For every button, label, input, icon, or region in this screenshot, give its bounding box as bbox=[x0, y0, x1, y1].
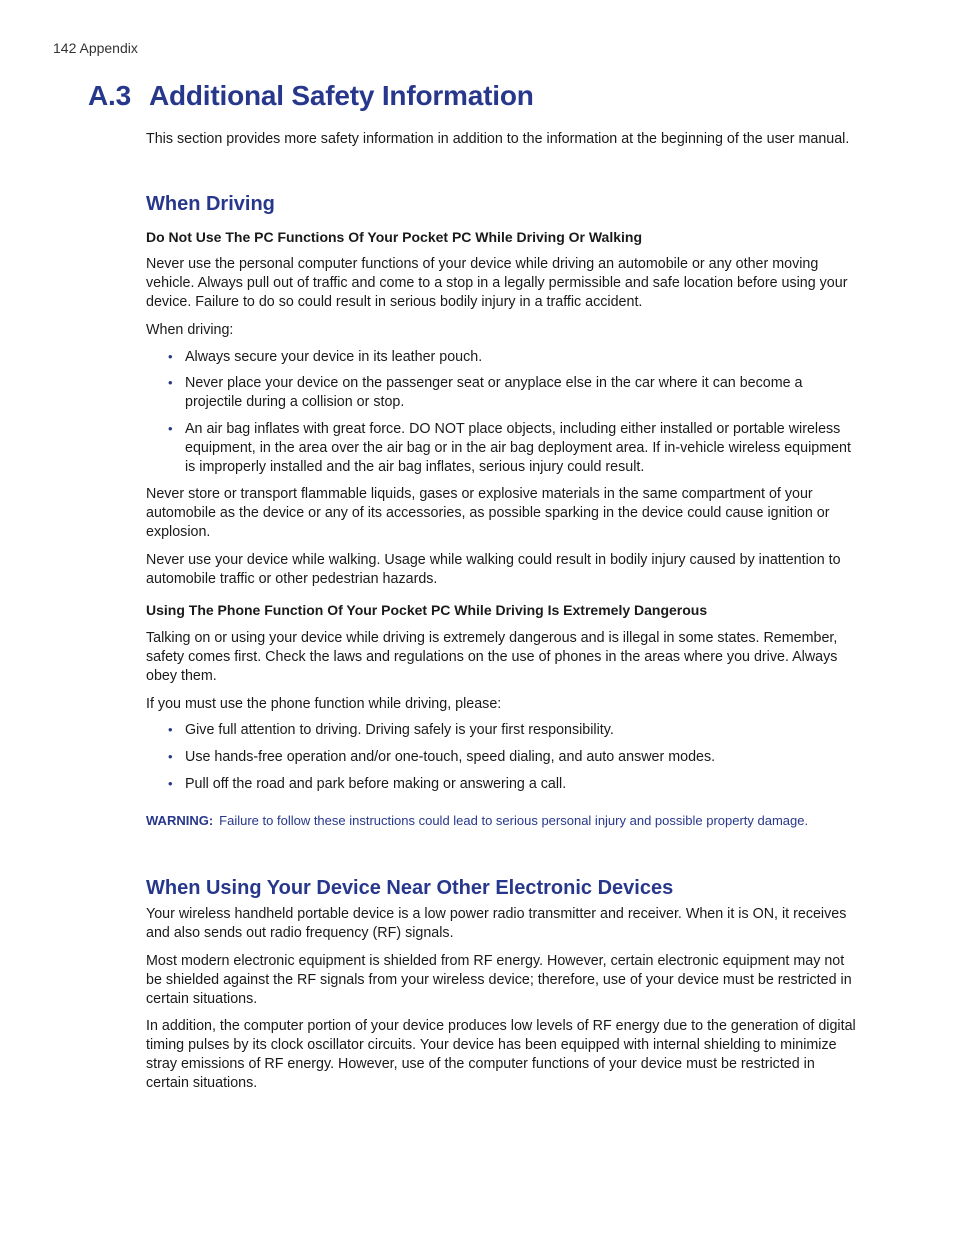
list-item bbox=[146, 348, 860, 367]
warning-label: WARNING: bbox=[146, 812, 214, 828]
driving-paragraph-6: If you must use the phone function while driving, please: bbox=[146, 695, 502, 712]
phone-bullet-list bbox=[146, 721, 860, 793]
warning-text: Failure to follow these instructions could lead to serious personal injury and possible property damage. bbox=[219, 812, 809, 828]
bullet-dot-icon: • bbox=[168, 749, 173, 765]
bullet-dot-icon: • bbox=[168, 375, 173, 391]
driving-paragraph-3: Never store or transport flammable liquids, gases or explosive materials in the same compartment of your automobile as the device or any of its accessories, as possible sparking in the device could cause ignition or explosion. bbox=[146, 486, 830, 540]
list-item bbox=[146, 748, 860, 767]
list-item-text: An air bag inflates with great force. DO NOT place objects, including either installed or portable wireless equipment, in the area over the air bag or in the air bag deployment area. If in-vehicle wireless equipment is improperly installed and the air bag inflates, serious injury could result. bbox=[185, 420, 851, 475]
driving-paragraph-4: Never use your device while walking. Usage while walking could result in bodily injury caused by inattention to automobile traffic or other pedestrian hazards. bbox=[146, 551, 841, 587]
driving-paragraph-2: When driving: bbox=[146, 321, 234, 338]
electronic-devices-heading: When Using Your Device Near Other Electronic Devices bbox=[146, 876, 674, 899]
driving-paragraph-1: Never use the personal computer functions of your device while driving an automobile or any other moving vehicle. Always pull out of traffic and come to a stop in a legally permissible and safe location before using your device. Failure to do so could result in serious bodily injury in a traffic accident. bbox=[146, 256, 848, 310]
list-item-text: Always secure your device in its leather pouch. bbox=[185, 348, 483, 365]
bullet-dot-icon: • bbox=[168, 348, 173, 364]
list-item bbox=[146, 775, 860, 794]
when-driving-heading: When Driving bbox=[146, 192, 275, 215]
main-content bbox=[146, 130, 860, 1092]
warning-note bbox=[146, 812, 860, 831]
list-item bbox=[146, 420, 860, 476]
intro-paragraph: This section provides more safety information in addition to the information at the beginning of the user manual. bbox=[146, 131, 850, 147]
page-header: 142 Appendix bbox=[53, 40, 138, 56]
bullet-dot-icon: • bbox=[168, 775, 173, 791]
bullet-dot-icon: • bbox=[168, 420, 173, 436]
list-item-text: Give full attention to driving. Driving safely is your first responsibility. bbox=[185, 722, 614, 739]
section-title: Additional Safety Information bbox=[148, 80, 534, 111]
page-title bbox=[88, 80, 534, 112]
electronic-paragraph-3: In addition, the computer portion of your device produces low levels of RF energy due to the generation of digital timing pulses by its clock oscillator circuits. Your device has been equipped with internal shielding to minimize stray emissions of RF energy. However, use of the computer functions of your device must be restricted in certain situations. bbox=[146, 1018, 856, 1091]
list-item-text: Never place your device on the passenger seat or anyplace else in the car where it can become a projectile during a collision or stop. bbox=[185, 375, 803, 411]
list-item bbox=[146, 721, 860, 740]
driving-paragraph-5: Talking on or using your device while driving is extremely dangerous and is illegal in some states. Remember, safety comes first. Check the laws and regulations on the use of phones in the areas where you drive. Always obey them. bbox=[146, 630, 838, 684]
list-item-text: Use hands-free operation and/or one-touch, speed dialing, and auto answer modes. bbox=[185, 749, 716, 766]
list-item bbox=[146, 374, 860, 412]
pc-functions-subheading: Do Not Use The PC Functions Of Your Pocket PC While Driving Or Walking bbox=[146, 228, 643, 245]
electronic-paragraph-1: Your wireless handheld portable device is a low power radio transmitter and receiver. When it is ON, it receives and also sends out radio frequency (RF) signals. bbox=[146, 906, 847, 942]
bullet-dot-icon: • bbox=[168, 722, 173, 738]
list-item-text: Pull off the road and park before making or answering a call. bbox=[185, 775, 567, 792]
driving-bullet-list bbox=[146, 348, 860, 477]
phone-function-subheading: Using The Phone Function Of Your Pocket PC While Driving Is Extremely Dangerous bbox=[146, 602, 708, 619]
section-number: A.3 bbox=[88, 80, 131, 111]
electronic-paragraph-2: Most modern electronic equipment is shielded from RF energy. However, certain electronic equipment may not be shielded against the RF signals from your wireless device; therefore, use of your device must be restricted in certain situations. bbox=[146, 952, 852, 1007]
